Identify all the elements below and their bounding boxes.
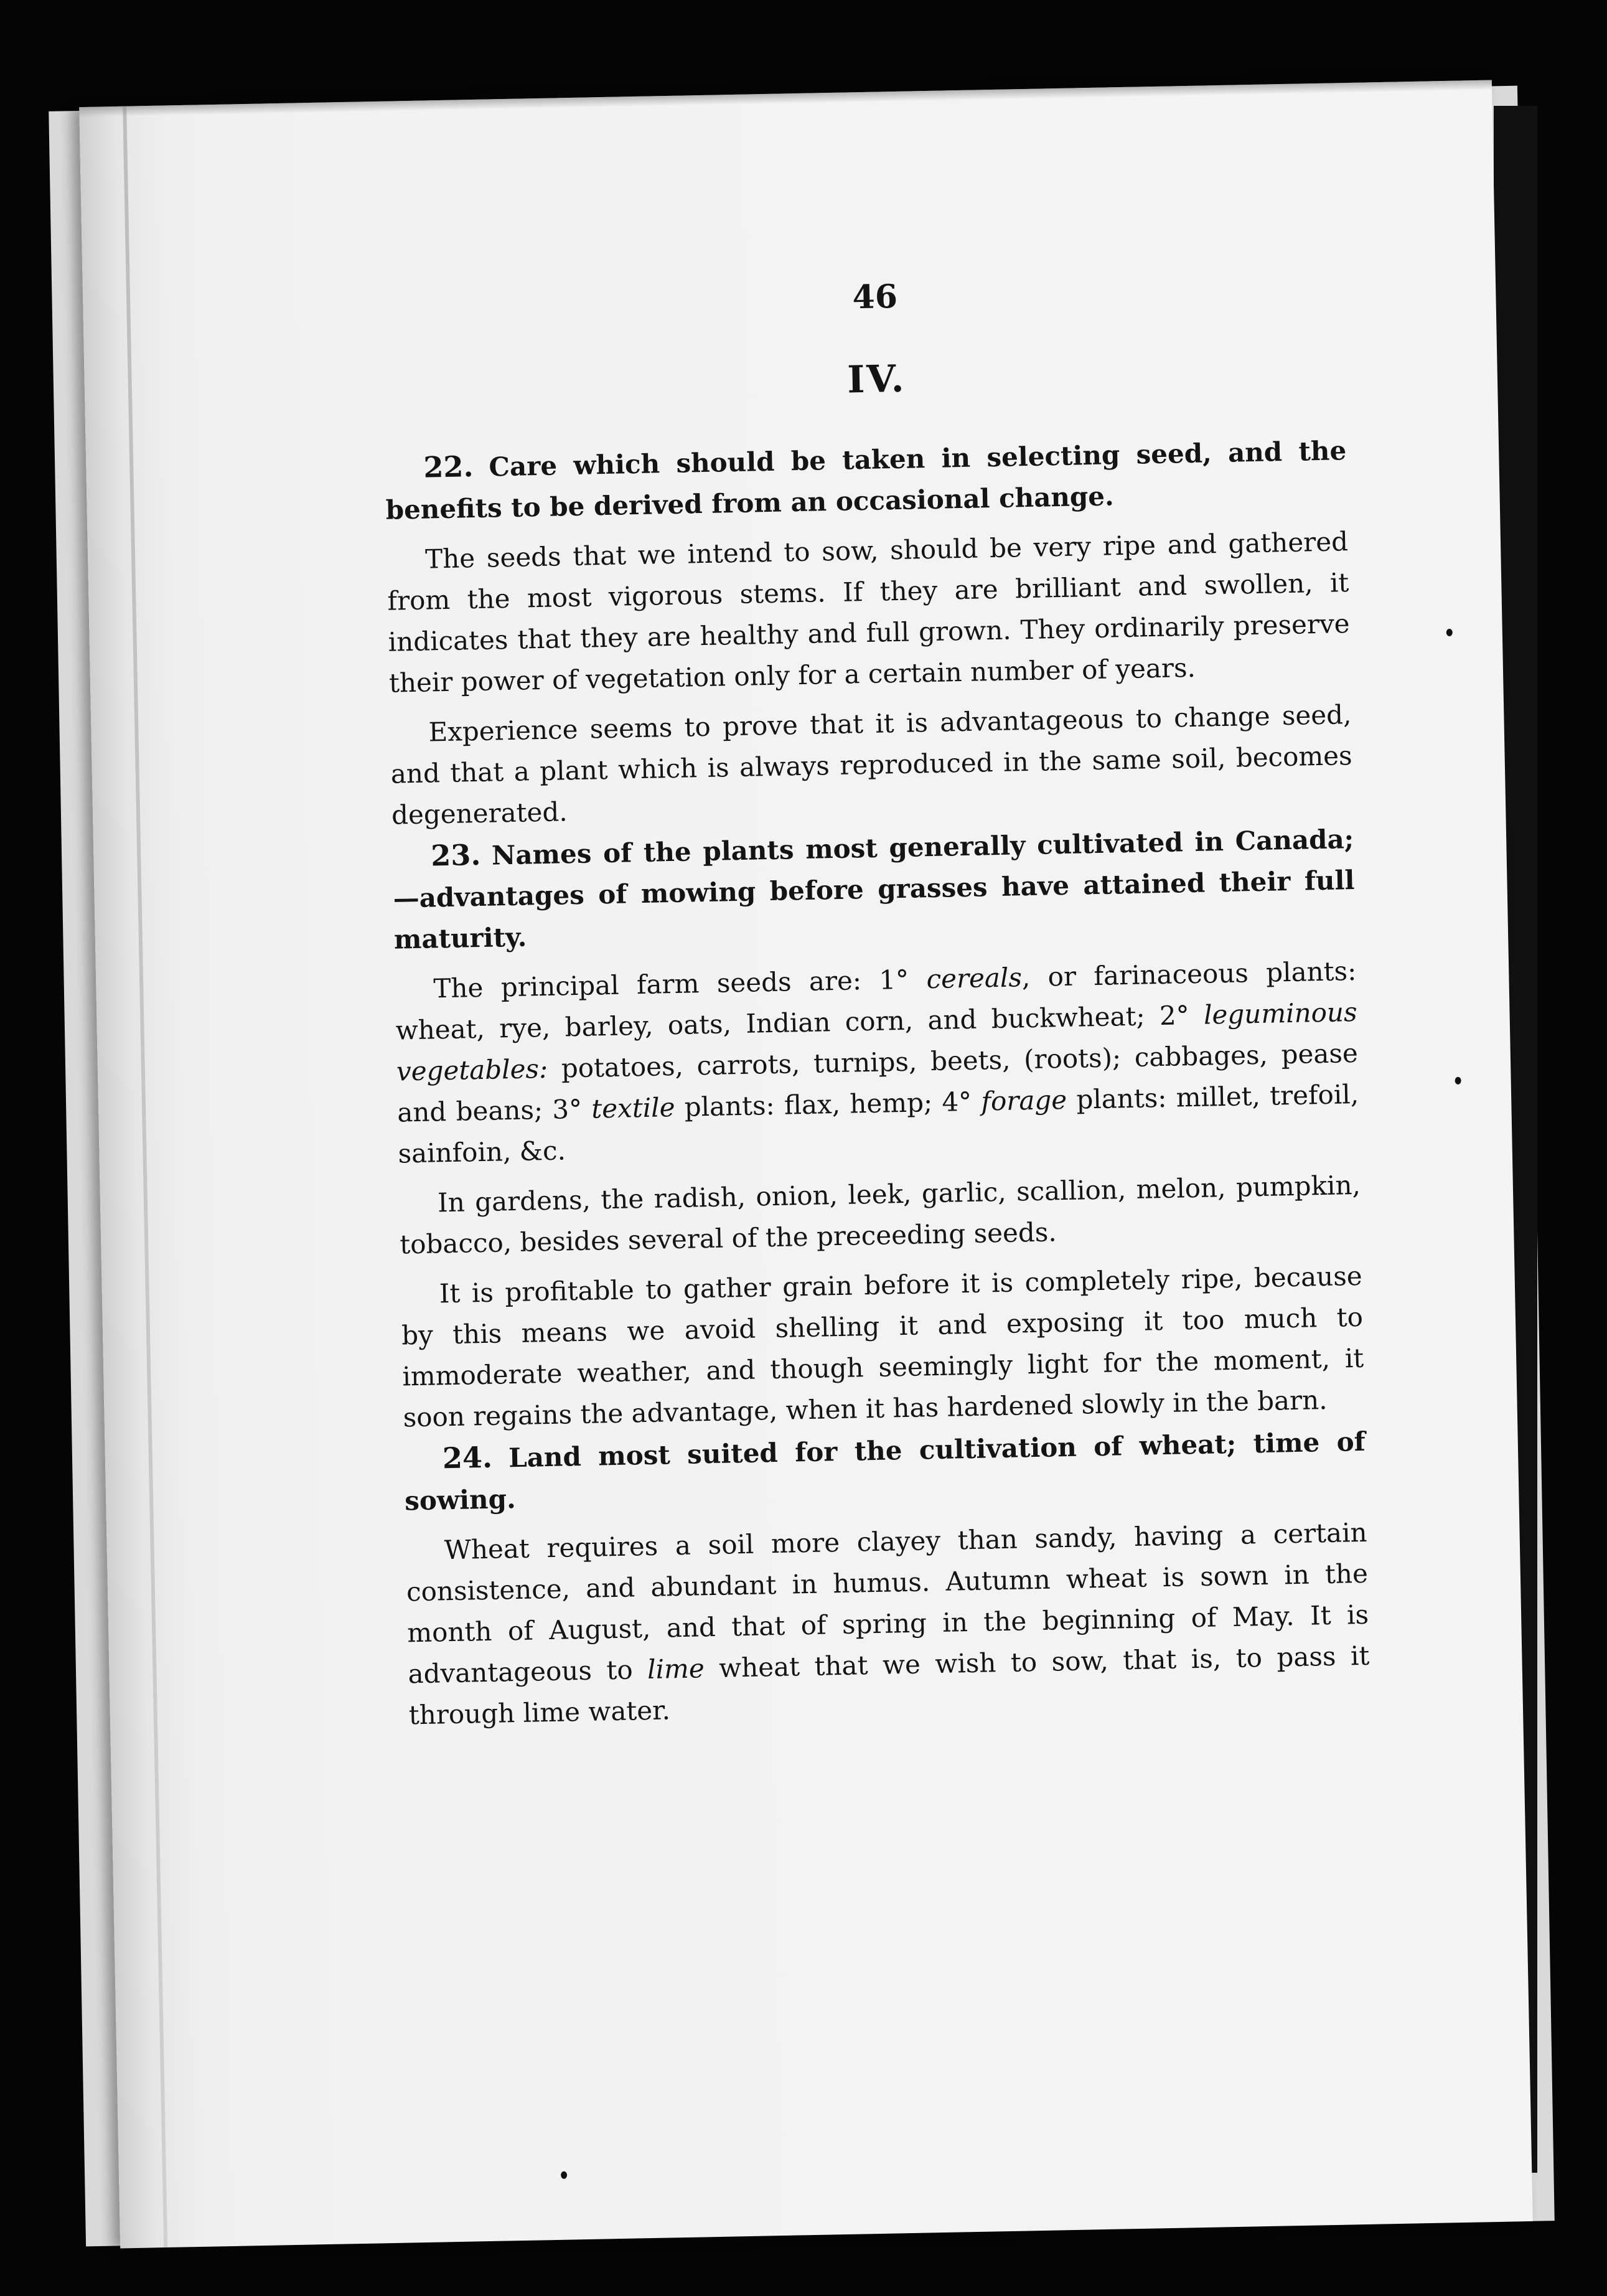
paragraph: In gardens, the radish, onion, leek, garlic, scallion, melon, pumpkin, tobacco, besides several of the preceeding seeds. bbox=[399, 1169, 1361, 1260]
paragraph: The seeds that we intend to sow, should be very ripe and gathered from the most vigorous stems. If they are brilliant and swollen, it indicates that they are healthy and full grown. They ordinarily preserve their power of vegetation only for a certain number of years. bbox=[387, 526, 1350, 699]
question-number: 24. bbox=[442, 1440, 493, 1475]
ink-speck bbox=[1446, 629, 1453, 636]
question-23 bbox=[392, 817, 1356, 961]
italic-term: lime bbox=[647, 1653, 705, 1685]
ink-speck bbox=[561, 2171, 567, 2179]
text-run: , or farinaceous plants: wheat, rye, barley, oats, Indian corn, and buckwheat; 2° bbox=[395, 955, 1357, 1046]
paragraph bbox=[405, 1512, 1370, 1736]
page-text bbox=[382, 270, 1370, 1736]
question-number: 22. bbox=[423, 449, 474, 484]
text-run: wheat that we wish to sow, that is, to pass it through lime water. bbox=[408, 1640, 1370, 1731]
italic-term: textile bbox=[591, 1092, 675, 1124]
question-title: Care which should be taken in selecting seed, and the benefits to be derived from an occasional change. bbox=[385, 435, 1347, 525]
text-run: potatoes, carrots, turnips, beets, (roots); cabbages, pease and beans; 3° bbox=[396, 1037, 1359, 1128]
page-number: 46 bbox=[852, 277, 898, 317]
paragraph: It is profitable to gather grain before it is completely ripe, because by this means we avoid shelling it and exposing it too much to immoderate weather, and though seemingly light for the moment, it soon regains the advantage, when it has hardened slowly in the barn. bbox=[401, 1260, 1364, 1433]
question-24 bbox=[403, 1420, 1366, 1522]
question-22 bbox=[385, 429, 1347, 531]
text-run: Wheat requires a soil more clayey than sandy, having a certain consistence, and abundant in humus. Autumn wheat is sown in the month of August, and that of spring in the beginning of May. It is advantageous to bbox=[406, 1517, 1369, 1690]
italic-term: leguminous vegetables: bbox=[396, 996, 1357, 1087]
paragraph bbox=[395, 951, 1360, 1175]
text-run: plants: flax, hemp; 4° bbox=[674, 1086, 982, 1123]
question-title: Land most suited for the cultivation of wheat; time of sowing. bbox=[404, 1426, 1366, 1517]
ink-speck bbox=[1455, 1077, 1461, 1084]
section-heading: IV. bbox=[846, 357, 907, 402]
text-run: The principal farm seeds are: 1° bbox=[433, 964, 927, 1004]
question-title: Names of the plants most generally cultivated in Canada; —advantages of mowing before grasses have attained their full maturity. bbox=[393, 824, 1355, 955]
paragraph: Experience seems to prove that it is advantageous to change seed, and that a plant which is always reproduced in the same soil, becomes degenerated. bbox=[390, 699, 1353, 830]
question-number: 23. bbox=[430, 837, 481, 873]
italic-term: cereals bbox=[926, 962, 1023, 995]
text-run: plants: millet, trefoil, sainfoin, &c. bbox=[398, 1078, 1359, 1169]
book-page bbox=[79, 80, 1533, 2249]
italic-term: forage bbox=[980, 1084, 1067, 1117]
